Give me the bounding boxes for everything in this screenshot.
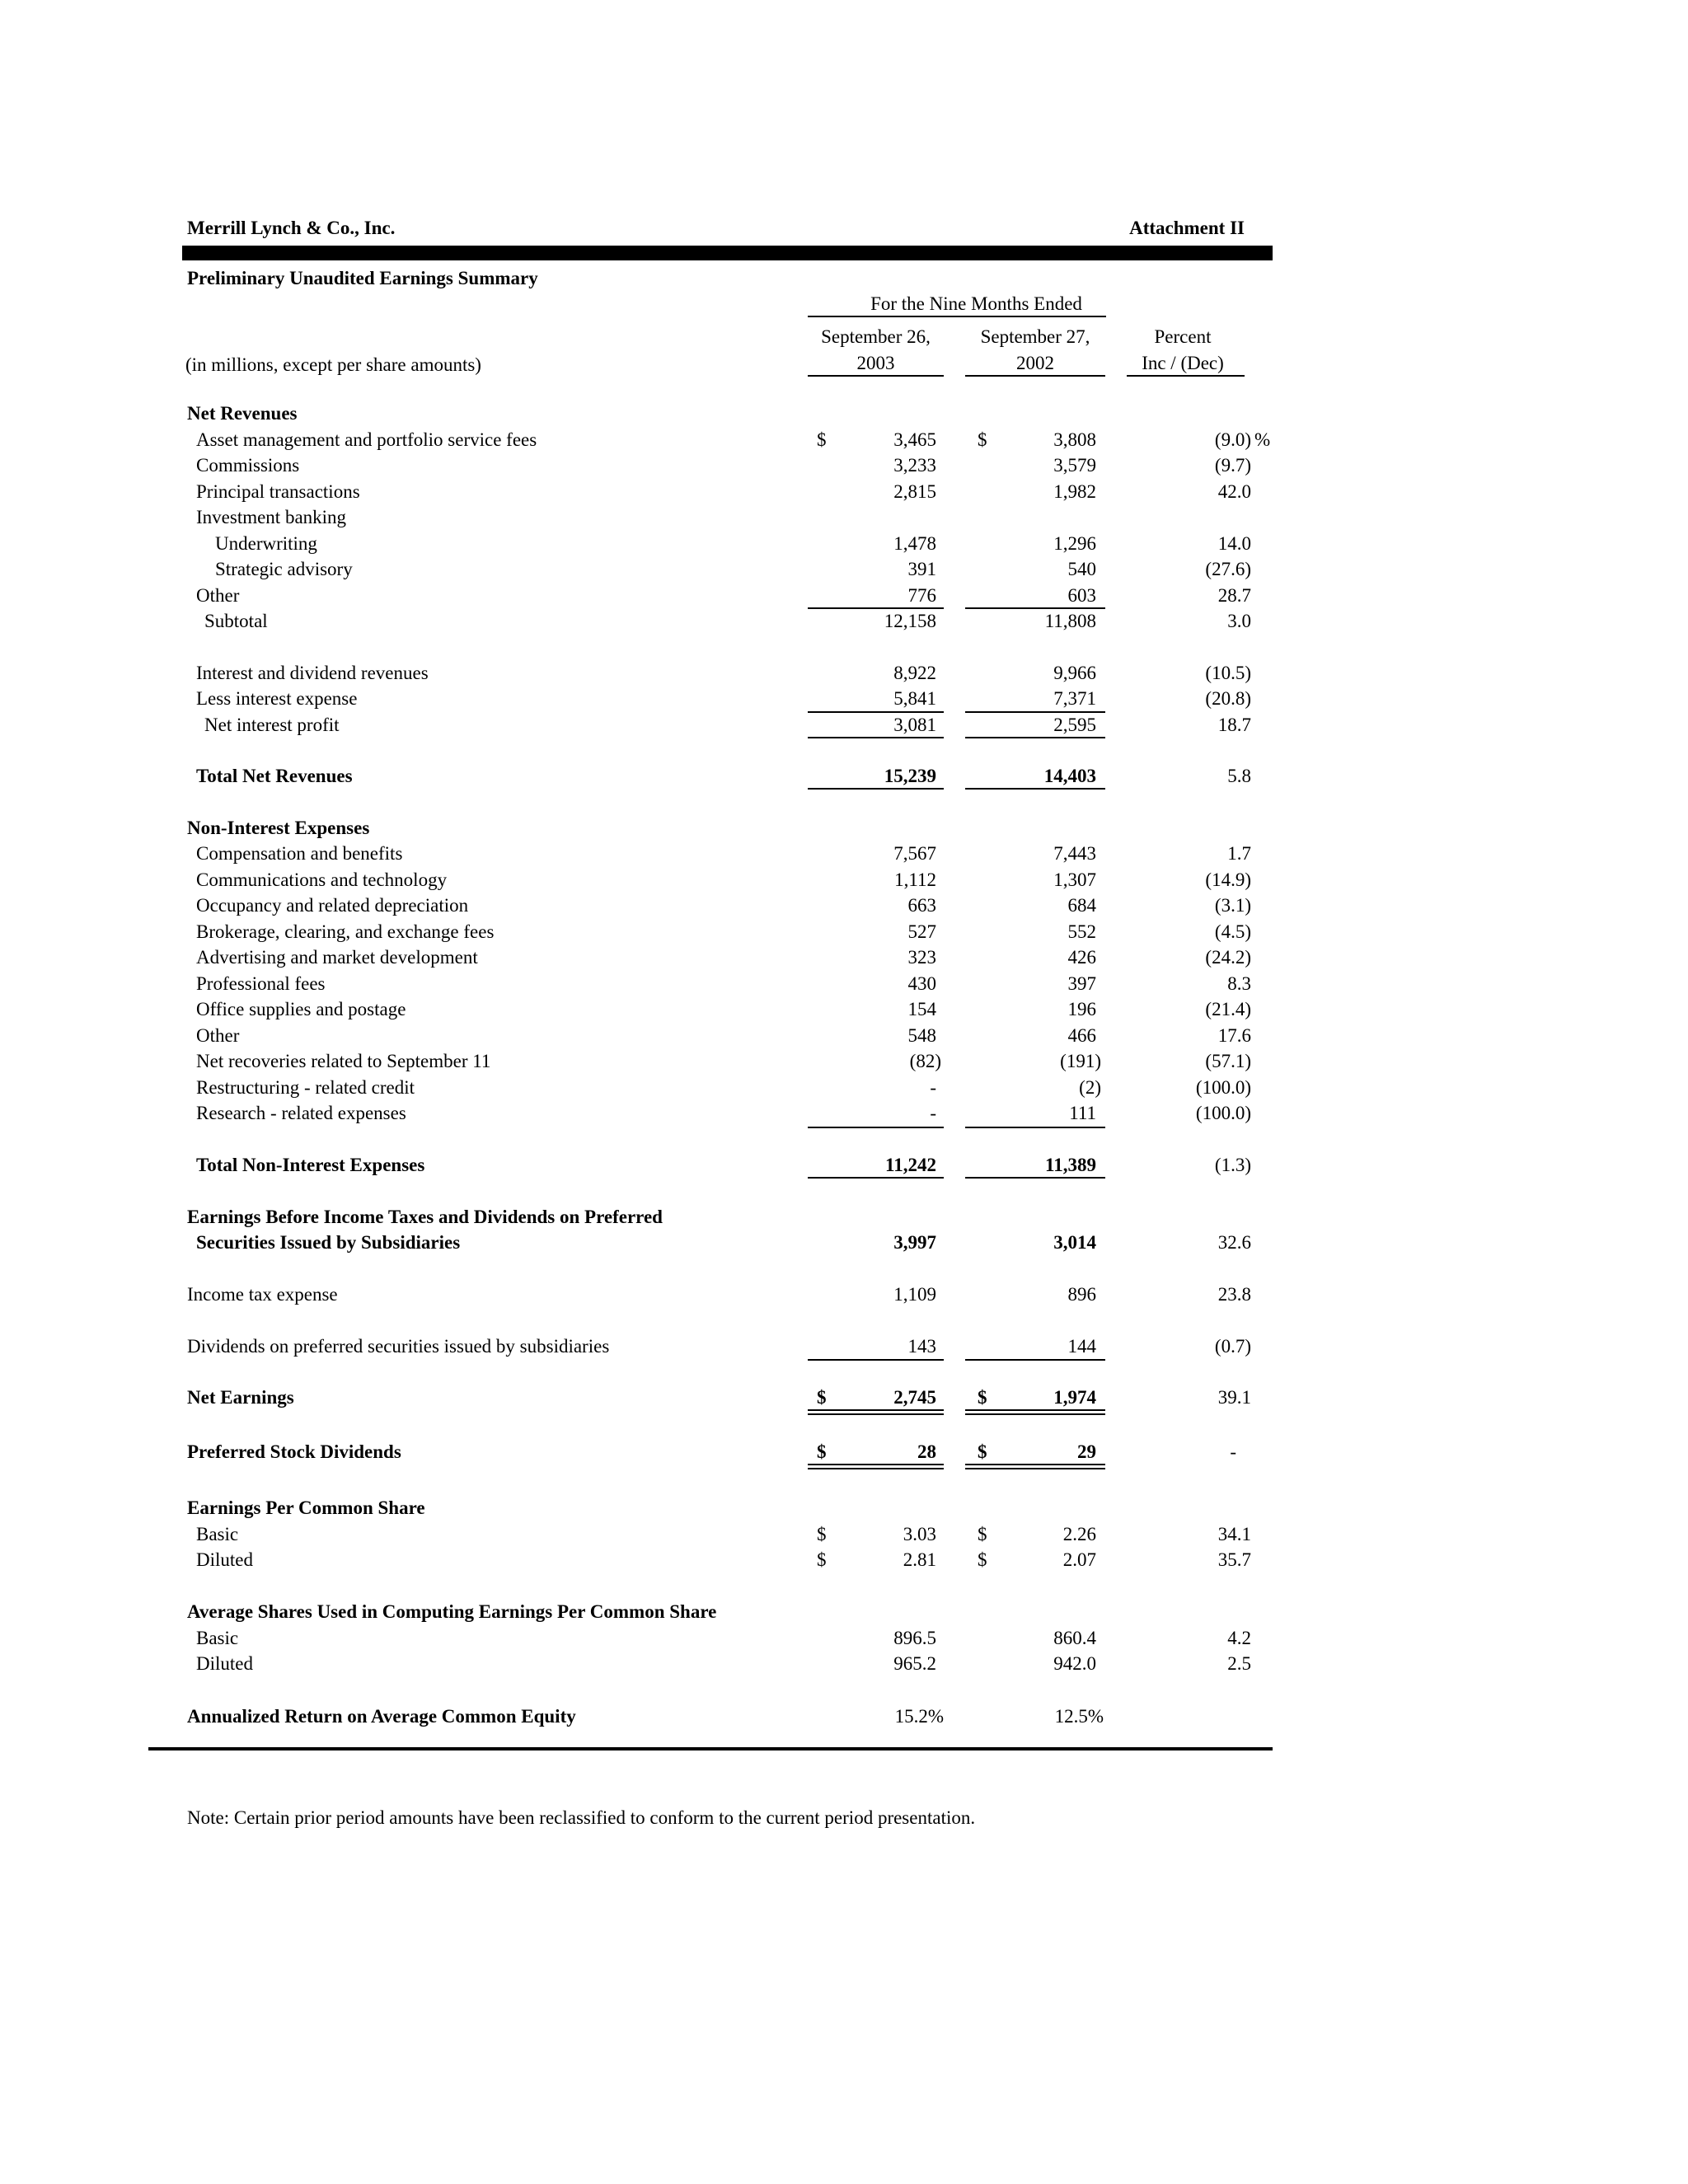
row-subtotal bbox=[0, 610, 1688, 633]
percent-change: 18.7 bbox=[1217, 715, 1251, 735]
value-2002: 2.07 bbox=[1062, 1549, 1096, 1570]
subtotal-rule-2002 bbox=[965, 607, 1105, 609]
value-2003: 1,112 bbox=[894, 869, 936, 890]
report-subtitle: Preliminary Unaudited Earnings Summary bbox=[187, 268, 538, 288]
row-strategic-advisory bbox=[0, 558, 1688, 581]
percent-change: 23.8 bbox=[1217, 1284, 1251, 1305]
row-net-recoveries bbox=[0, 1050, 1688, 1073]
row-shares-diluted bbox=[0, 1652, 1688, 1675]
value-2002: 3,579 bbox=[1053, 455, 1096, 476]
percent-change: 2.5 bbox=[1227, 1653, 1251, 1674]
attachment-label: Attachment II bbox=[1129, 218, 1245, 238]
footnote: Note: Certain prior period amounts have been reclassified to conform to the current period presentation. bbox=[187, 1807, 976, 1828]
percent-change: (21.4) bbox=[1205, 999, 1251, 1019]
row-shares-basic bbox=[0, 1627, 1688, 1650]
row-ebit bbox=[0, 1231, 1688, 1254]
row-label: Total Net Revenues bbox=[196, 766, 353, 786]
period-label: For the Nine Months Ended bbox=[870, 293, 1082, 314]
value-2002: 9,966 bbox=[1053, 663, 1096, 683]
value-2003: 15.2% bbox=[894, 1706, 944, 1727]
row-research bbox=[0, 1102, 1688, 1125]
section-heading: Non-Interest Expenses bbox=[187, 818, 370, 838]
net-interest-rule-2002 bbox=[965, 711, 1105, 713]
row-label: Earnings Before Income Taxes and Dividends on Preferred bbox=[187, 1207, 663, 1227]
value-2003: 154 bbox=[907, 999, 936, 1019]
net-earnings-underline-2002 bbox=[965, 1409, 1105, 1411]
value-2003: 11,242 bbox=[885, 1155, 936, 1175]
section-eps bbox=[0, 1497, 1688, 1520]
row-label: Advertising and market development bbox=[196, 947, 478, 968]
row-label: Other bbox=[196, 1025, 240, 1046]
col-header-2003-date: September 26, bbox=[821, 326, 931, 347]
value-2002: 144 bbox=[1067, 1336, 1096, 1357]
currency-symbol: $ bbox=[817, 1387, 827, 1408]
net-earnings-double-underline-2002 bbox=[965, 1413, 1105, 1415]
row-label: Brokerage, clearing, and exchange fees bbox=[196, 921, 495, 942]
row-label: Dividends on preferred securities issued by subsidiaries bbox=[187, 1336, 610, 1357]
value-2002: 11,808 bbox=[1044, 611, 1096, 631]
value-2003: 548 bbox=[907, 1025, 936, 1046]
expenses-rule-2002 bbox=[965, 1127, 1105, 1128]
value-2003: 5,841 bbox=[893, 688, 936, 709]
value-2002: 397 bbox=[1067, 973, 1096, 994]
row-label: Subtotal bbox=[204, 611, 268, 631]
row-preferred-stock-dividends bbox=[0, 1441, 1688, 1464]
row-label: Principal transactions bbox=[196, 481, 360, 502]
period-underline bbox=[808, 316, 1106, 317]
row-interest-dividend-revenues bbox=[0, 662, 1688, 685]
value-2003: 3,997 bbox=[893, 1232, 936, 1253]
percent-change: 4.2 bbox=[1227, 1628, 1251, 1648]
value-2002: 942.0 bbox=[1053, 1653, 1096, 1674]
section-net-revenues bbox=[0, 402, 1688, 425]
section-heading: Net Revenues bbox=[187, 403, 298, 424]
row-label: Less interest expense bbox=[196, 688, 358, 709]
currency-symbol: $ bbox=[817, 1441, 827, 1462]
value-2003: 8,922 bbox=[893, 663, 936, 683]
value-2002: 7,443 bbox=[1053, 843, 1096, 864]
percent-change: 42.0 bbox=[1217, 481, 1251, 502]
row-label: Diluted bbox=[196, 1653, 253, 1674]
value-2002: 2,595 bbox=[1053, 715, 1096, 735]
net-interest-rule-2003 bbox=[808, 711, 944, 713]
percent-change: (27.6) bbox=[1205, 559, 1251, 579]
row-occupancy bbox=[0, 894, 1688, 917]
percent-change: (10.5) bbox=[1205, 663, 1251, 683]
col-header-2003 bbox=[808, 324, 944, 377]
col-header-2002-date: September 27, bbox=[980, 326, 1090, 347]
col-header-2002-year: 2002 bbox=[1016, 353, 1054, 373]
col-header-percent-line1: Percent bbox=[1154, 326, 1212, 347]
percent-change: 8.3 bbox=[1227, 973, 1251, 994]
col-header-2003-underline bbox=[808, 375, 944, 377]
value-2003: 1,478 bbox=[893, 533, 936, 554]
currency-symbol: $ bbox=[978, 1549, 987, 1570]
percent-sign: % bbox=[1254, 429, 1271, 450]
section-non-interest-expenses bbox=[0, 817, 1688, 840]
row-label: Investment banking bbox=[196, 507, 347, 527]
row-label: Communications and technology bbox=[196, 869, 448, 890]
row-label: Underwriting bbox=[215, 533, 317, 554]
value-2003: 3,233 bbox=[893, 455, 936, 476]
row-label: Diluted bbox=[196, 1549, 253, 1570]
value-2002: (191) bbox=[1060, 1051, 1101, 1071]
currency-symbol: $ bbox=[978, 1524, 987, 1544]
row-eps-basic bbox=[0, 1523, 1688, 1546]
section-heading: Earnings Per Common Share bbox=[187, 1497, 425, 1518]
value-2002: 552 bbox=[1067, 921, 1096, 942]
row-label: Net interest profit bbox=[204, 715, 340, 735]
total-expenses-underline-2002 bbox=[965, 1177, 1105, 1179]
value-2002: 12.5% bbox=[1054, 1706, 1104, 1727]
value-2003: 430 bbox=[907, 973, 936, 994]
expenses-rule-2003 bbox=[808, 1127, 944, 1128]
row-label: Commissions bbox=[196, 455, 300, 476]
row-label: Annualized Return on Average Common Equity bbox=[187, 1706, 576, 1727]
row-label: Total Non-Interest Expenses bbox=[196, 1155, 425, 1175]
percent-change: 34.1 bbox=[1217, 1524, 1251, 1544]
row-total-net-revenues bbox=[0, 765, 1688, 788]
col-header-2002 bbox=[965, 324, 1105, 377]
pref-div-underline-2002 bbox=[965, 1464, 1105, 1465]
percent-change: (9.7) bbox=[1214, 455, 1251, 476]
row-net-earnings bbox=[0, 1386, 1688, 1409]
top-rule bbox=[182, 246, 1273, 260]
value-2002: 3,014 bbox=[1053, 1232, 1096, 1253]
row-other-expenses bbox=[0, 1024, 1688, 1047]
value-2002: 896 bbox=[1067, 1284, 1096, 1305]
col-header-2002-underline bbox=[965, 375, 1105, 377]
total-expenses-underline-2003 bbox=[808, 1177, 944, 1179]
percent-change: (4.5) bbox=[1214, 921, 1251, 942]
row-label: Net recoveries related to September 11 bbox=[196, 1051, 491, 1071]
row-underwriting bbox=[0, 532, 1688, 555]
value-2002: 1,982 bbox=[1053, 481, 1096, 502]
value-2003: 965.2 bbox=[893, 1653, 936, 1674]
row-total-non-interest-expenses bbox=[0, 1154, 1688, 1177]
row-label: Research - related expenses bbox=[196, 1103, 406, 1123]
row-principal-transactions bbox=[0, 480, 1688, 504]
value-2003: 28 bbox=[917, 1441, 936, 1462]
percent-change: 17.6 bbox=[1217, 1025, 1251, 1046]
value-2002: 1,296 bbox=[1053, 533, 1096, 554]
row-return-on-equity bbox=[0, 1705, 1688, 1728]
value-2003: 143 bbox=[907, 1336, 936, 1357]
row-label: Preferred Stock Dividends bbox=[187, 1441, 401, 1462]
row-income-tax bbox=[0, 1283, 1688, 1306]
value-2003: 7,567 bbox=[893, 843, 936, 864]
bottom-rule bbox=[148, 1747, 1273, 1750]
value-2003: 391 bbox=[907, 559, 936, 579]
value-2003: 15,239 bbox=[884, 766, 936, 786]
value-2003: 776 bbox=[907, 585, 936, 606]
total-net-rev-underline-2003 bbox=[808, 788, 944, 790]
percent-change: (14.9) bbox=[1205, 869, 1251, 890]
pref-div-double-underline-2002 bbox=[965, 1468, 1105, 1469]
row-eps-diluted bbox=[0, 1549, 1688, 1572]
value-2003: 527 bbox=[907, 921, 936, 942]
percent-change: 32.6 bbox=[1217, 1232, 1251, 1253]
row-label: Net Earnings bbox=[187, 1387, 294, 1408]
net-earnings-underline-2003 bbox=[808, 1409, 944, 1411]
value-2003: - bbox=[930, 1077, 936, 1098]
row-label: Compensation and benefits bbox=[196, 843, 403, 864]
col-header-percent-underline bbox=[1127, 375, 1245, 377]
value-2002: 1,974 bbox=[1053, 1387, 1096, 1408]
value-2002: 3,808 bbox=[1053, 429, 1096, 450]
value-2002: 540 bbox=[1067, 559, 1096, 579]
row-communications bbox=[0, 869, 1688, 892]
row-label: Professional fees bbox=[196, 973, 326, 994]
value-2003: 663 bbox=[907, 895, 936, 916]
row-label: Strategic advisory bbox=[215, 559, 353, 579]
row-label: Income tax expense bbox=[187, 1284, 338, 1305]
currency-symbol: $ bbox=[978, 1441, 987, 1462]
percent-change: (20.8) bbox=[1205, 688, 1251, 709]
row-label: Securities Issued by Subsidiaries bbox=[196, 1232, 461, 1253]
percent-change: (57.1) bbox=[1205, 1051, 1251, 1071]
value-2002: 426 bbox=[1067, 947, 1096, 968]
value-2002: 603 bbox=[1067, 585, 1096, 606]
value-2003: 3,081 bbox=[893, 715, 936, 735]
row-commissions bbox=[0, 454, 1688, 477]
row-label: Office supplies and postage bbox=[196, 999, 406, 1019]
percent-change: (1.3) bbox=[1214, 1155, 1251, 1175]
value-2002: 860.4 bbox=[1053, 1628, 1096, 1648]
row-other-revenues bbox=[0, 584, 1688, 607]
value-2002: 7,371 bbox=[1053, 688, 1096, 709]
value-2002: 466 bbox=[1067, 1025, 1096, 1046]
subtotal-rule-2003 bbox=[808, 607, 944, 609]
value-2002: 684 bbox=[1067, 895, 1096, 916]
row-label: Occupancy and related depreciation bbox=[196, 895, 469, 916]
value-2003: 3,465 bbox=[893, 429, 936, 450]
row-label: Other bbox=[196, 585, 240, 606]
pref-div-double-underline-2003 bbox=[808, 1468, 944, 1469]
value-2003: 12,158 bbox=[884, 611, 936, 631]
value-2002: (2) bbox=[1079, 1077, 1101, 1098]
total-net-rev-underline-2002 bbox=[965, 788, 1105, 790]
col-header-2003-year: 2003 bbox=[856, 353, 895, 373]
percent-change: (0.7) bbox=[1214, 1336, 1251, 1357]
currency-symbol: $ bbox=[817, 429, 827, 450]
value-2003: 896.5 bbox=[893, 1628, 936, 1648]
pref-div-underline-2003 bbox=[808, 1464, 944, 1465]
row-professional-fees bbox=[0, 972, 1688, 996]
percent-change: (100.0) bbox=[1195, 1077, 1251, 1098]
net-interest-underline-2002 bbox=[965, 737, 1105, 738]
row-asset-management bbox=[0, 429, 1688, 452]
row-label: Interest and dividend revenues bbox=[196, 663, 429, 683]
percent-change: 14.0 bbox=[1217, 533, 1251, 554]
currency-symbol: $ bbox=[817, 1549, 827, 1570]
value-2002: 111 bbox=[1069, 1103, 1096, 1123]
net-earnings-double-underline-2003 bbox=[808, 1413, 944, 1415]
currency-symbol: $ bbox=[978, 1387, 987, 1408]
currency-symbol: $ bbox=[978, 429, 987, 450]
percent-change: 35.7 bbox=[1217, 1549, 1251, 1570]
value-2003: - bbox=[930, 1103, 936, 1123]
value-2002: 11,389 bbox=[1045, 1155, 1096, 1175]
row-office-supplies bbox=[0, 998, 1688, 1021]
percent-change: 39.1 bbox=[1217, 1387, 1251, 1408]
row-net-interest-profit bbox=[0, 714, 1688, 737]
row-label: Basic bbox=[196, 1628, 239, 1648]
company-name: Merrill Lynch & Co., Inc. bbox=[187, 218, 396, 238]
value-2003: 2.81 bbox=[903, 1549, 936, 1570]
row-ebit-heading bbox=[0, 1206, 1688, 1229]
value-2003: 323 bbox=[907, 947, 936, 968]
net-interest-underline-2003 bbox=[808, 737, 944, 738]
dividends-underline-2003 bbox=[808, 1359, 944, 1361]
percent-change: (24.2) bbox=[1205, 947, 1251, 968]
percent-change: 3.0 bbox=[1227, 611, 1251, 631]
value-2003: (82) bbox=[909, 1051, 941, 1071]
value-2003: 2,745 bbox=[893, 1387, 936, 1408]
percent-change: (3.1) bbox=[1214, 895, 1251, 916]
row-label: Asset management and portfolio service fees bbox=[196, 429, 537, 450]
row-dividends-preferred-subsidiaries bbox=[0, 1335, 1688, 1358]
value-2002: 14,403 bbox=[1043, 766, 1096, 786]
value-2002: 196 bbox=[1067, 999, 1096, 1019]
dividends-underline-2002 bbox=[965, 1359, 1105, 1361]
row-compensation bbox=[0, 842, 1688, 865]
percent-change: 28.7 bbox=[1217, 585, 1251, 606]
row-less-interest-expense bbox=[0, 687, 1688, 710]
section-heading: Average Shares Used in Computing Earnings Per Common Share bbox=[187, 1601, 717, 1622]
value-2002: 2.26 bbox=[1062, 1524, 1096, 1544]
value-2003: 2,815 bbox=[893, 481, 936, 502]
value-2003: 1,109 bbox=[893, 1284, 936, 1305]
percent-change: (100.0) bbox=[1195, 1103, 1251, 1123]
row-label: Basic bbox=[196, 1524, 239, 1544]
value-2002: 29 bbox=[1077, 1441, 1096, 1462]
row-label: Restructuring - related credit bbox=[196, 1077, 415, 1098]
row-advertising bbox=[0, 946, 1688, 969]
row-restructuring bbox=[0, 1076, 1688, 1099]
col-header-percent bbox=[1121, 324, 1245, 377]
row-brokerage bbox=[0, 921, 1688, 944]
percent-change: - bbox=[1230, 1441, 1236, 1462]
percent-change: (9.0) bbox=[1214, 429, 1251, 450]
col-header-percent-line2: Inc / (Dec) bbox=[1142, 353, 1224, 373]
currency-symbol: $ bbox=[817, 1524, 827, 1544]
percent-change: 5.8 bbox=[1227, 766, 1251, 786]
percent-change: 1.7 bbox=[1227, 843, 1251, 864]
units-label: (in millions, except per share amounts) bbox=[185, 354, 481, 375]
row-investment-banking bbox=[0, 506, 1688, 529]
section-average-shares bbox=[0, 1601, 1688, 1624]
value-2002: 1,307 bbox=[1053, 869, 1096, 890]
value-2003: 3.03 bbox=[903, 1524, 936, 1544]
